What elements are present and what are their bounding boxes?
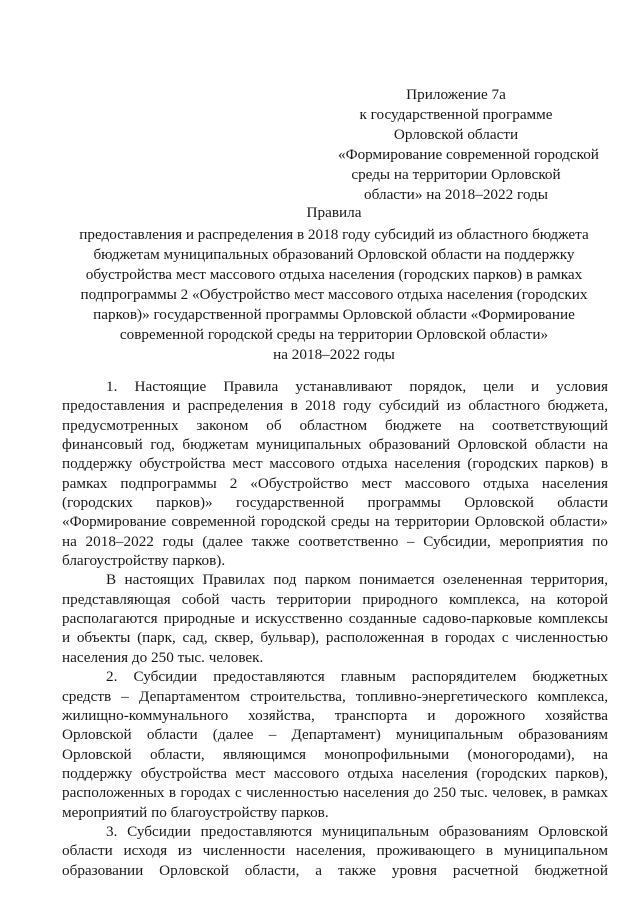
body-line: «Формирование современной городской среды на территории Орловской области» xyxy=(62,513,608,531)
body-line: и объекты (парк, сад, сквер, бульвар), расположенная в городах с численностью xyxy=(62,629,608,647)
body-line: расположенных в городах с численностью населения до 250 тыс. человек, в рамках xyxy=(62,784,608,802)
body-line: средств – Департаментом строительства, топливно-энергетического комплекса, xyxy=(62,687,608,705)
body-line: мероприятий по благоустройству парков. xyxy=(62,803,329,821)
body-line: представляющая собой часть территории природного комплекса, на которой xyxy=(62,590,608,608)
title-heading: Правила xyxy=(306,204,362,221)
paragraph-2 xyxy=(62,570,608,667)
body-line: образовании Орловской области, а также уровня расчетной бюджетной xyxy=(62,861,608,879)
body-line: рамках подпрограммы 2 «Обустройство мест массового отдыха населения xyxy=(62,474,608,492)
paragraph-1 xyxy=(62,377,608,570)
body-line: области исходя из численности населения, проживающего в муниципальном xyxy=(62,842,608,860)
annex-line: Приложение 7а xyxy=(406,86,506,103)
title-line: предоставления и распределения в 2018 году субсидий из областного бюджета xyxy=(79,226,589,243)
body-line: 1. Настоящие Правила устанавливают порядок, цели и условия xyxy=(106,378,608,395)
body-line: В настоящих Правилах под парком понимается озелененная территория, xyxy=(106,571,608,589)
title-line: подпрограммы 2 «Обустройство мест массового отдыха населения (городских xyxy=(80,286,588,303)
title-line: на 2018–2022 годы xyxy=(273,346,395,363)
body-line: на 2018–2022 годы (далее также соответственно – Субсидии, мероприятия по xyxy=(62,532,608,550)
paragraph-4 xyxy=(62,822,608,880)
title-line: современной городской среды на территории Орловской области» xyxy=(119,326,549,343)
annex-line: к государственной программе xyxy=(359,106,553,123)
body-line: предоставления и распределения в 2018 году субсидий из областного бюджета, xyxy=(62,397,608,415)
title-line: бюджетам муниципальных образований Орловской области на поддержку xyxy=(93,246,575,263)
annex-header xyxy=(338,85,599,205)
title-line: обустройства мест массового отдыха населения (городских парков) в рамках xyxy=(85,266,583,283)
body-line: предусмотренных законом об областном бюджете на соответствующий xyxy=(62,416,608,434)
annex-line: Орловской области xyxy=(393,126,519,143)
body-line: 2. Субсидии предоставляются главным распорядителем бюджетных xyxy=(106,668,608,686)
title-line: парков)» государственной программы Орловской области «Формирование xyxy=(93,306,575,323)
body-line: поддержку обустройства мест массового отдыха населения (городских парков), xyxy=(62,764,608,782)
document-body xyxy=(62,377,608,880)
annex-line: области» на 2018–2022 годы xyxy=(364,186,548,203)
document-title xyxy=(58,203,610,365)
body-line: поддержку обустройства мест массового отдыха населения (городских парков) в xyxy=(62,455,608,473)
body-line: благоустройству парков). xyxy=(62,552,226,570)
body-line: 3. Субсидии предоставляются муниципальным образованиям Орловской xyxy=(106,822,608,840)
body-line: населения до 250 тыс. человек. xyxy=(62,648,264,666)
annex-line: «Формирование современной городской xyxy=(338,146,599,163)
body-line: Орловской области, являющимся монопрофильными (моногородами), на xyxy=(62,745,608,763)
annex-line: среды на территории Орловской xyxy=(351,166,561,183)
body-line: Орловской области (далее – Департамент) муниципальным образованиям xyxy=(62,726,608,744)
body-line: жилищно-коммунального хозяйства, транспорта и дорожного хозяйства xyxy=(62,706,608,724)
paragraph-3 xyxy=(62,667,608,822)
body-line: (городских парков)» государственной программы Орловской области xyxy=(62,494,608,512)
body-line: финансовый год, бюджетам муниципальных образований Орловской области на xyxy=(62,436,608,454)
body-line: располагаются природные и искусственно созданные садово-парковые комплексы xyxy=(62,610,608,628)
